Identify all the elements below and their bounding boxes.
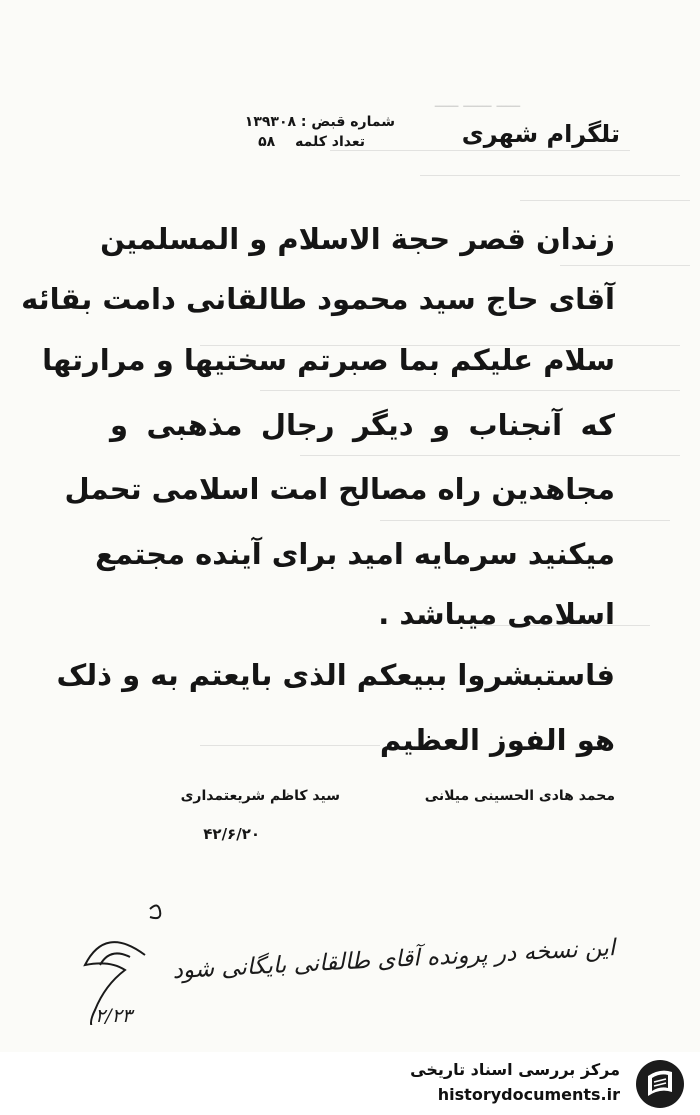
body-line: مجاهدین راه مصالح امت اسلامی تحمل — [64, 472, 615, 506]
body-line: فاستبشروا ببیعکم الذی بایعتم به و ذلک — [56, 658, 615, 692]
bleed-through-line — [560, 265, 690, 266]
telegram-meta — [238, 112, 395, 152]
word-count-value: ۵۸ — [258, 134, 276, 150]
signatory-right: محمد هادی الحسینی میلانی — [424, 788, 615, 804]
bleed-through-line — [520, 200, 690, 201]
bleed-through-line — [420, 175, 680, 176]
handwritten-number: ۲/۲۳ — [95, 1005, 133, 1027]
bleed-through-line — [300, 455, 680, 456]
body-line: آقای حاج سید محمود طالقانی دامت بقائه — [21, 282, 615, 316]
archive-org-name: مرکز بررسی اسناد تاریخی — [410, 1060, 620, 1079]
body-line: سلام علیکم بما صبرتم سختیها و مرارتها — [42, 343, 615, 377]
bleed-through-line — [260, 390, 680, 391]
word-count-label: تعداد کلمه — [295, 134, 365, 150]
body-line: زندان قصر حجة الاسلام و المسلمین — [100, 222, 615, 256]
archive-website[interactable]: historydocuments.ir — [437, 1085, 620, 1104]
signatory-left: سید کاظم شریعتمداری — [180, 788, 340, 804]
telegram-code: ۴۲/۶/۲۰ — [203, 825, 260, 843]
body-line: که آنجناب و دیگر رجال مذهبی و — [110, 408, 615, 442]
body-line: میکنید سرمایه امید برای آینده مجتمع — [95, 537, 615, 571]
telegram-title: تلگرام شهری — [461, 120, 620, 148]
body-line: اسلامی میباشد . — [378, 597, 615, 631]
bleed-through-text: ـــــ ــــــ ـــــ — [434, 92, 520, 111]
document-archive-logo-icon — [634, 1058, 686, 1110]
receipt-number: شماره قبض : ۱۳۹۳۰۸ — [244, 114, 395, 130]
bleed-through-line — [380, 520, 670, 521]
archive-footer — [0, 1052, 700, 1115]
handwritten-note: این نسخه در پرونده آقای طالقانی بایگانی شود — [171, 935, 616, 985]
word-count-row — [238, 132, 365, 152]
body-line: هو الفوز العظیم — [379, 723, 615, 757]
